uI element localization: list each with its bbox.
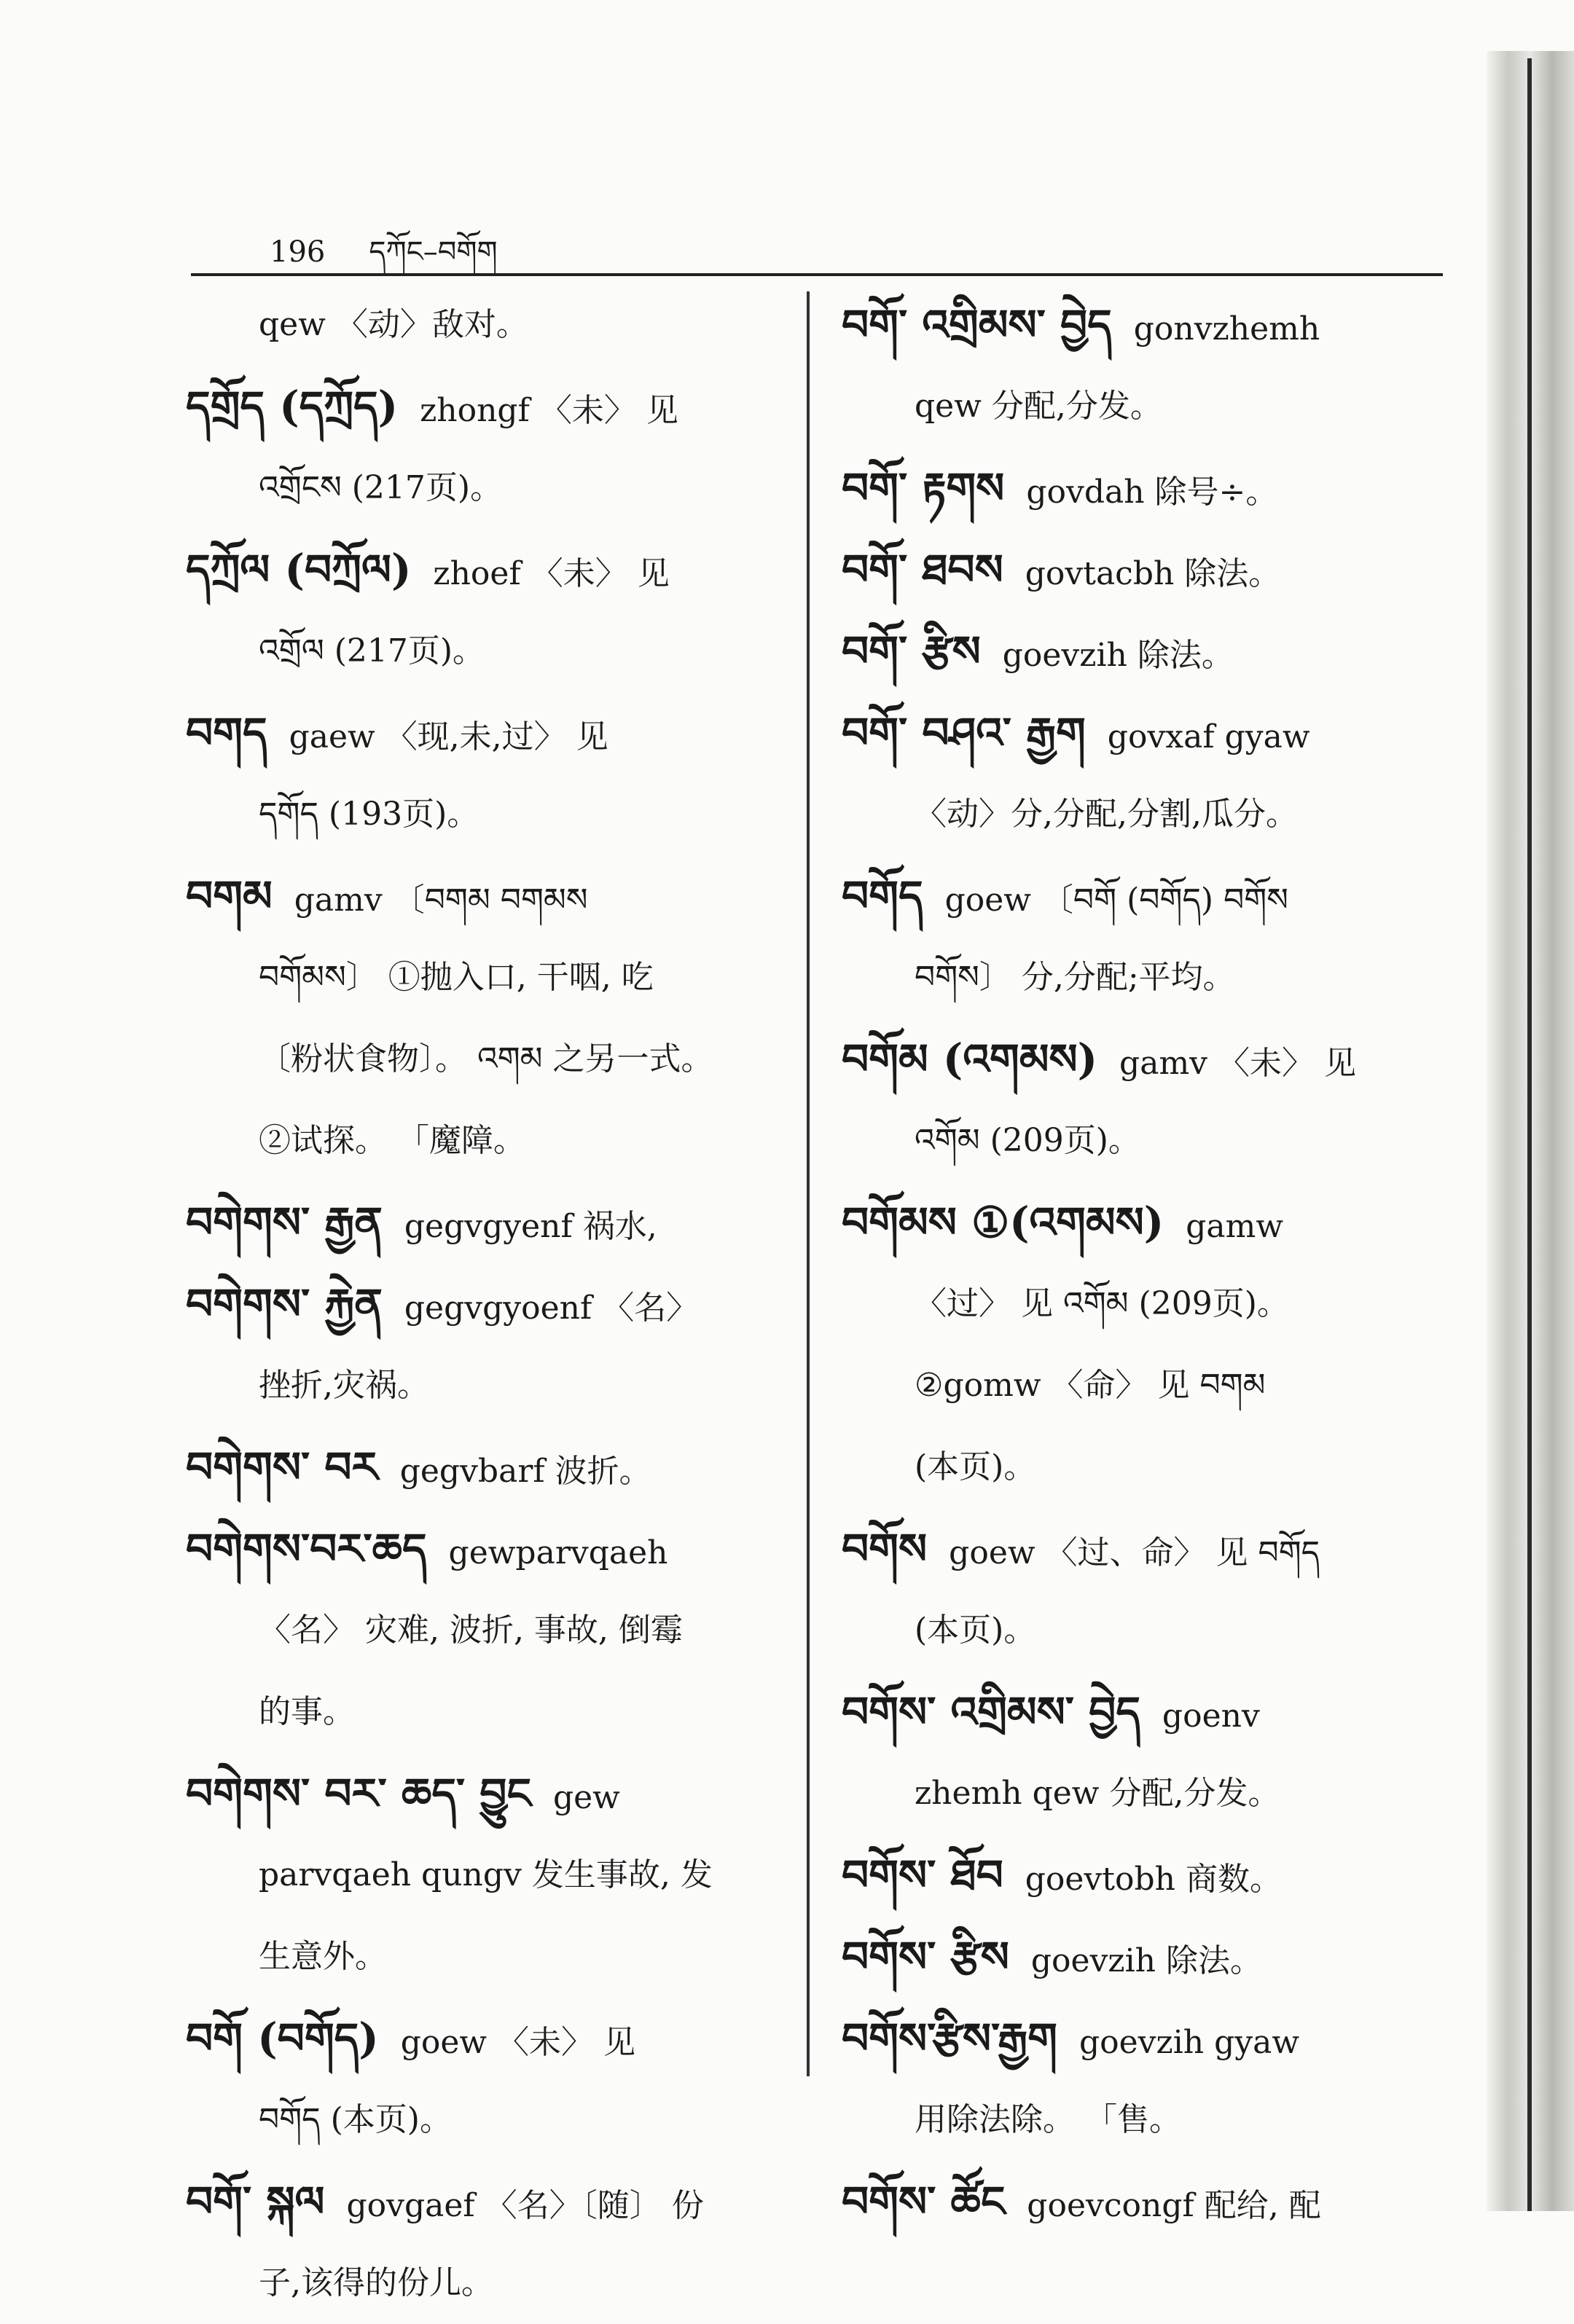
entry-continuation: [186, 284, 791, 366]
entry-headword: བགོས་ ཐོབ: [842, 1850, 1003, 1900]
entry-continuation: [842, 1426, 1446, 1508]
entry-continuation: [186, 774, 791, 855]
entry-text: goevtobh 商数。: [1025, 1861, 1282, 1898]
entry-headword: དགྲོད (དཀྲོད): [186, 382, 399, 431]
entry-text: དགོད (193页)。: [259, 796, 479, 833]
entry-headword: བགོ (བགོད): [186, 2014, 379, 2063]
entry-headword: བགོ་ རྩིས: [842, 627, 981, 676]
entry-headword: བགེགས་ རྒྱན: [186, 1198, 383, 1247]
dictionary-entry: [842, 855, 1446, 937]
entry-text: འགྲོལ (217页)。: [259, 632, 485, 670]
entry-text: qew 〈动〉敌对。: [259, 306, 528, 343]
entry-headword: བགོས་ འགྲིམས་ བྱེད: [842, 1687, 1140, 1737]
entry-headword: བགེགས་ བར་ ཆད་ བྱུང: [186, 1769, 531, 1818]
entry-text: goew 〈未〉 见: [400, 2024, 636, 2061]
running-head: དཀོང–བགོག: [369, 235, 498, 269]
entry-text: (本页)。: [915, 1612, 1036, 1649]
entry-text: zhemh qew 分配,分发。: [915, 1775, 1280, 1812]
entry-text: 生意外。: [259, 1938, 387, 1975]
entry-continuation: [842, 774, 1446, 855]
entry-headword: བགེགས་ བར: [186, 1442, 378, 1492]
entry-headword: བགོ་ ཐབས: [842, 545, 1003, 594]
entry-text: gamv 〈未〉 见: [1119, 1045, 1356, 1082]
entry-headword: བགོམས ①(འགམས): [842, 1198, 1164, 1247]
left-column: [186, 284, 791, 2324]
entry-text: འགོམ (209页)。: [915, 1122, 1140, 1159]
entry-continuation: [186, 1671, 791, 1753]
entry-text: 用除法除。 「售。: [915, 2101, 1181, 2138]
right-column: [842, 284, 1446, 2242]
dictionary-entry: [186, 1182, 791, 1263]
dictionary-entry: [186, 1508, 791, 1590]
entry-headword: བགོད: [842, 871, 923, 921]
entry-continuation: [842, 1753, 1446, 1834]
dictionary-entry: [842, 1916, 1446, 1998]
dictionary-entry: [842, 1834, 1446, 1916]
page-number: 196: [270, 235, 326, 269]
entry-text: parvqaeh qungv 发生事故, 发: [259, 1856, 713, 1893]
entry-continuation: [186, 1590, 791, 1671]
entry-continuation: [186, 1916, 791, 1998]
entry-headword: བགོས: [842, 1524, 928, 1574]
dictionary-entry: [186, 1426, 791, 1508]
entry-text: gaew 〈现,未,过〉 见: [289, 718, 608, 755]
entry-continuation: [842, 1263, 1446, 1345]
entry-continuation: [842, 366, 1446, 447]
entry-continuation: [842, 937, 1446, 1018]
entry-text: 子,该得的份儿。: [259, 2264, 493, 2301]
entry-text: 〈动〉分,分配,分割,瓜分。: [915, 796, 1298, 833]
dictionary-entry: [842, 1182, 1446, 1263]
entry-text: goevcongf 配给, 配: [1027, 2187, 1321, 2224]
entry-continuation: [842, 1345, 1446, 1426]
entry-text: goenv: [1162, 1697, 1260, 1735]
dictionary-entry: [186, 1263, 791, 1345]
entry-headword: བགོ་ འགྲིམས་ བྱེད: [842, 300, 1112, 350]
dictionary-entry: [186, 366, 791, 447]
entry-text: 〔粉状食物〕。 འགམ 之另一式。: [259, 1040, 713, 1077]
entry-text: qew 分配,分发。: [915, 388, 1162, 425]
entry-text: 〈过〉 见 འགོམ (209页)。: [915, 1285, 1289, 1322]
dictionary-entry: [186, 529, 791, 611]
entry-headword: དཀྲོལ (བཀྲོལ): [186, 545, 412, 594]
entry-continuation: [842, 1590, 1446, 1671]
entry-continuation: [186, 1018, 791, 1100]
entry-text: govgaef 〈名〉〔随〕 份: [346, 2187, 704, 2224]
dictionary-entry: [186, 692, 791, 774]
dictionary-entry: [842, 692, 1446, 774]
entry-continuation: [186, 447, 791, 529]
entry-text: goevzih 除法。: [1030, 1942, 1263, 1979]
entry-continuation: [186, 937, 791, 1018]
entry-text: gegvbarf 波折。: [399, 1453, 651, 1490]
entry-text: བགོས〕 分,分配;平均。: [915, 959, 1235, 996]
dictionary-entry: [842, 1508, 1446, 1590]
header-rule: [191, 273, 1443, 276]
dictionary-entry: [842, 447, 1446, 529]
entry-continuation: [186, 2079, 791, 2161]
entry-text: gegvgyoenf 〈名〉: [404, 1289, 699, 1327]
entry-text: 的事。: [259, 1693, 355, 1730]
entry-text: gew: [552, 1779, 620, 1816]
column-divider: [807, 291, 810, 2076]
entry-headword: བགོས་རྩིས་རྒྱག: [842, 2014, 1057, 2063]
dictionary-entry: [842, 529, 1446, 611]
dictionary-entry: [842, 1671, 1446, 1753]
entry-continuation: [186, 611, 791, 692]
dictionary-entry: [186, 1753, 791, 1834]
dictionary-entry: [186, 855, 791, 937]
page-binding-line: [1527, 58, 1532, 2211]
dictionary-entry: [842, 284, 1446, 366]
entry-text: zhoef 〈未〉 见: [433, 555, 670, 592]
dictionary-entry: [842, 1998, 1446, 2079]
entry-text: govtacbh 除法。: [1025, 555, 1281, 592]
entry-headword: བགོས་ ཚོང: [842, 2177, 1006, 2226]
entry-text: goew 〔བགོ (བགོད) བགོས: [944, 882, 1288, 919]
entry-text: བགོད (本页)。: [259, 2101, 452, 2138]
entry-text: (本页)。: [915, 1448, 1036, 1485]
entry-headword: བགོམ (འགམས): [842, 1035, 1098, 1084]
entry-text: goew 〈过、命〉 见 བགོད: [949, 1534, 1320, 1571]
entry-text: འགྲོངས (217页)。: [259, 469, 503, 506]
entry-text: goevzih 除法。: [1002, 637, 1234, 674]
entry-headword: བགད: [186, 708, 267, 758]
entry-text: gonvzhemh: [1133, 310, 1320, 348]
entry-continuation: [842, 2079, 1446, 2161]
entry-continuation: [186, 1834, 791, 1916]
entry-continuation: [186, 2242, 791, 2324]
dictionary-entry: [842, 1018, 1446, 1100]
entry-text: gamv 〔བགམ བགམས: [294, 882, 588, 919]
entry-continuation: [842, 1100, 1446, 1182]
entry-headword: བགོ་ སྐལ: [186, 2177, 325, 2226]
entry-text: ②gomw 〈命〉 见 བགམ: [915, 1367, 1266, 1404]
entry-text: gewparvqaeh: [448, 1534, 668, 1571]
entry-text: zhongf 〈未〉 见: [420, 392, 678, 429]
entry-headword: བགོ་ བཤའ་ རྒྱག: [842, 708, 1086, 758]
entry-headword: བགམ: [186, 871, 273, 921]
entry-text: 挫折,灾祸。: [259, 1367, 429, 1404]
entry-text: ②试探。 「魔障。: [259, 1122, 525, 1159]
entry-headword: བགོས་ རྩིས: [842, 1932, 1009, 1982]
entry-text: བགོམས〕 ①抛入口, 干咽, 吃: [259, 959, 654, 996]
entry-headword: བགོ་ རྟགས: [842, 463, 1005, 513]
entry-text: 〈名〉 灾难, 波折, 事故, 倒霉: [259, 1612, 683, 1649]
entry-text: goevzih gyaw: [1078, 2024, 1300, 2061]
dictionary-entry: [186, 1998, 791, 2079]
dictionary-entry: [842, 611, 1446, 692]
entry-continuation: [186, 1100, 791, 1182]
entry-headword: བགེགས་བར་ཆད: [186, 1524, 427, 1574]
entry-text: govxaf gyaw: [1107, 718, 1310, 755]
entry-text: gegvgyenf 祸水,: [404, 1208, 657, 1245]
entry-text: gamw: [1186, 1208, 1283, 1245]
dictionary-entry: [842, 2161, 1446, 2242]
entry-headword: བགེགས་ རྐྱེན: [186, 1279, 383, 1329]
entry-continuation: [186, 1345, 791, 1426]
entry-text: govdah 除号÷。: [1026, 474, 1278, 511]
dictionary-entry: [186, 2161, 791, 2242]
